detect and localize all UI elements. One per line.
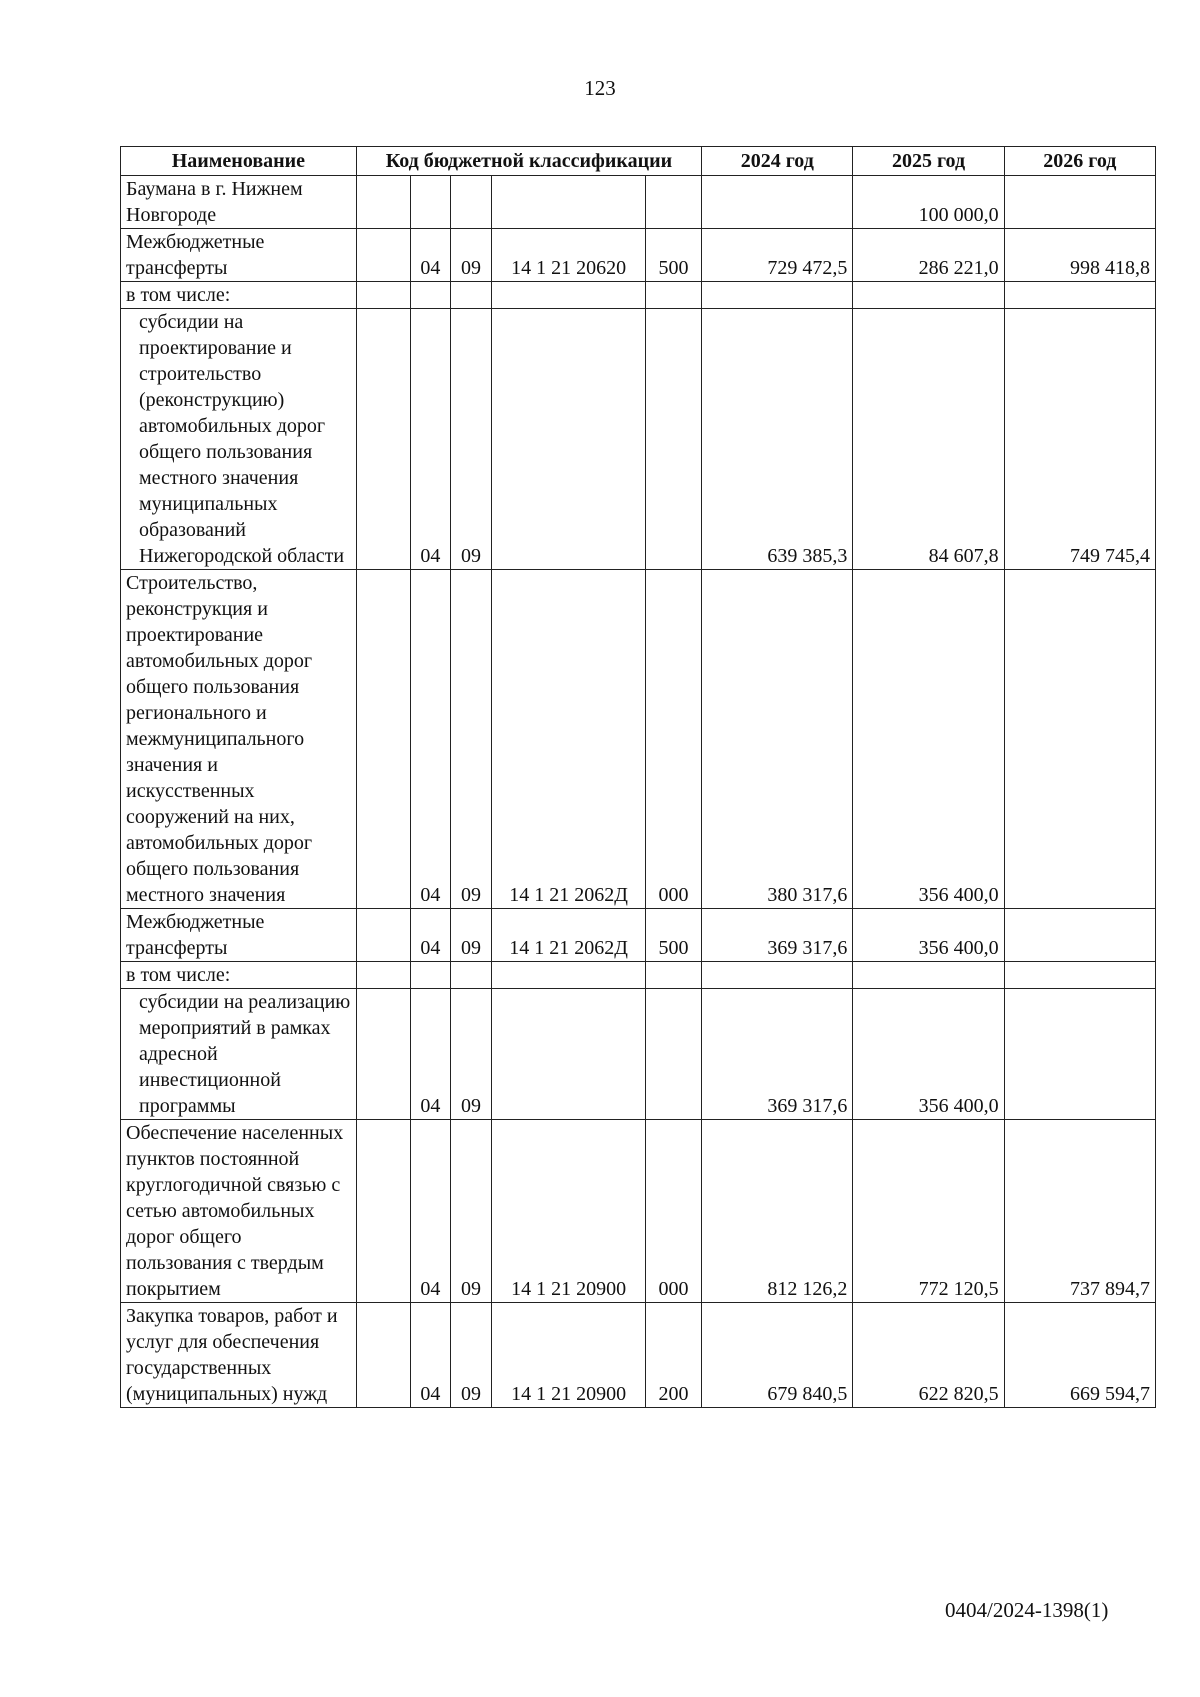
value-2025: 84 607,8 xyxy=(853,309,1004,570)
code-article: 14 1 21 2062Д xyxy=(492,909,645,962)
code-part xyxy=(411,176,451,229)
code-type xyxy=(645,309,701,570)
value-2025: 356 400,0 xyxy=(853,989,1004,1120)
header-2025: 2025 год xyxy=(853,147,1004,176)
code-part: 04 xyxy=(411,229,451,282)
value-2024: 729 472,5 xyxy=(702,229,853,282)
code-subpart: 09 xyxy=(450,570,492,909)
row-name: Обеспечение населенных пунктов постоянной круглогодичной связью с сетью автомобильных дорог общего пользования с твердым покрытием xyxy=(121,1120,357,1303)
code-part: 04 xyxy=(411,1303,451,1408)
code-article: 14 1 21 20620 xyxy=(492,229,645,282)
row-name: в том числе: xyxy=(121,962,357,989)
code-section xyxy=(356,909,410,962)
code-section xyxy=(356,962,410,989)
table-row xyxy=(121,229,1156,282)
value-2025: 286 221,0 xyxy=(853,229,1004,282)
code-section xyxy=(356,1120,410,1303)
value-2026: 998 418,8 xyxy=(1004,229,1155,282)
code-subpart: 09 xyxy=(450,229,492,282)
code-article xyxy=(492,176,645,229)
code-part: 04 xyxy=(411,909,451,962)
value-2026 xyxy=(1004,282,1155,309)
value-2024: 679 840,5 xyxy=(702,1303,853,1408)
code-part: 04 xyxy=(411,570,451,909)
value-2025: 356 400,0 xyxy=(853,909,1004,962)
header-2024: 2024 год xyxy=(702,147,853,176)
code-section xyxy=(356,176,410,229)
row-name: Закупка товаров, работ и услуг для обеспечения государственных (муниципальных) нужд xyxy=(121,1303,357,1408)
code-section xyxy=(356,229,410,282)
header-row xyxy=(121,147,1156,176)
code-subpart: 09 xyxy=(450,309,492,570)
table-row xyxy=(121,962,1156,989)
code-subpart xyxy=(450,176,492,229)
value-2026 xyxy=(1004,962,1155,989)
code-type: 500 xyxy=(645,229,701,282)
code-section xyxy=(356,282,410,309)
code-subpart: 09 xyxy=(450,909,492,962)
code-type: 000 xyxy=(645,1120,701,1303)
table-row xyxy=(121,1120,1156,1303)
code-type: 500 xyxy=(645,909,701,962)
code-section xyxy=(356,570,410,909)
code-subpart: 09 xyxy=(450,1120,492,1303)
table-row xyxy=(121,1303,1156,1408)
value-2026 xyxy=(1004,909,1155,962)
value-2026: 737 894,7 xyxy=(1004,1120,1155,1303)
value-2025 xyxy=(853,282,1004,309)
value-2024: 369 317,6 xyxy=(702,989,853,1120)
value-2024 xyxy=(702,282,853,309)
value-2026 xyxy=(1004,176,1155,229)
code-section xyxy=(356,309,410,570)
header-2026: 2026 год xyxy=(1004,147,1155,176)
header-code: Код бюджетной классификации xyxy=(356,147,701,176)
table-row xyxy=(121,309,1156,570)
code-article: 14 1 21 2062Д xyxy=(492,570,645,909)
value-2024: 639 385,3 xyxy=(702,309,853,570)
code-section xyxy=(356,989,410,1120)
value-2025: 772 120,5 xyxy=(853,1120,1004,1303)
value-2025: 356 400,0 xyxy=(853,570,1004,909)
code-type xyxy=(645,176,701,229)
code-article xyxy=(492,282,645,309)
row-name: субсидии на проектирование и строительство (реконструкцию) автомобильных дорог общего пользования местного значения муниципальных образований Нижегородской области xyxy=(121,309,357,570)
page-number: 123 xyxy=(584,76,616,100)
code-article: 14 1 21 20900 xyxy=(492,1303,645,1408)
code-part: 04 xyxy=(411,1120,451,1303)
row-name: в том числе: xyxy=(121,282,357,309)
value-2024: 812 126,2 xyxy=(702,1120,853,1303)
value-2024: 380 317,6 xyxy=(702,570,853,909)
table-row xyxy=(121,282,1156,309)
code-type: 000 xyxy=(645,570,701,909)
table-row xyxy=(121,570,1156,909)
code-type xyxy=(645,962,701,989)
row-name: Строительство, реконструкция и проектирование автомобильных дорог общего пользования регионального и межмуниципального значения и искусственных сооружений на них, автомобильных дорог общего пользования местного значения xyxy=(121,570,357,909)
code-part xyxy=(411,962,451,989)
value-2026 xyxy=(1004,989,1155,1120)
row-name: Межбюджетные трансферты xyxy=(121,229,357,282)
table-row xyxy=(121,176,1156,229)
code-section xyxy=(356,1303,410,1408)
value-2026 xyxy=(1004,570,1155,909)
code-type: 200 xyxy=(645,1303,701,1408)
table-row xyxy=(121,909,1156,962)
code-subpart: 09 xyxy=(450,1303,492,1408)
code-type xyxy=(645,282,701,309)
code-subpart xyxy=(450,282,492,309)
value-2025 xyxy=(853,962,1004,989)
value-2024: 369 317,6 xyxy=(702,909,853,962)
budget-table xyxy=(120,146,1156,1408)
row-name: Баумана в г. Нижнем Новгороде xyxy=(121,176,357,229)
value-2024 xyxy=(702,176,853,229)
code-part: 04 xyxy=(411,309,451,570)
header-name: Наименование xyxy=(121,147,357,176)
code-article: 14 1 21 20900 xyxy=(492,1120,645,1303)
table-row xyxy=(121,989,1156,1120)
value-2025: 100 000,0 xyxy=(853,176,1004,229)
row-name: Межбюджетные трансферты xyxy=(121,909,357,962)
code-subpart: 09 xyxy=(450,989,492,1120)
code-article xyxy=(492,989,645,1120)
code-part: 04 xyxy=(411,989,451,1120)
document-code: 0404/2024-1398(1) xyxy=(945,1598,1109,1622)
code-article xyxy=(492,309,645,570)
value-2025: 622 820,5 xyxy=(853,1303,1004,1408)
code-part xyxy=(411,282,451,309)
code-article xyxy=(492,962,645,989)
value-2026: 669 594,7 xyxy=(1004,1303,1155,1408)
value-2024 xyxy=(702,962,853,989)
value-2026: 749 745,4 xyxy=(1004,309,1155,570)
code-type xyxy=(645,989,701,1120)
code-subpart xyxy=(450,962,492,989)
row-name: субсидии на реализацию мероприятий в рамках адресной инвестиционной программы xyxy=(121,989,357,1120)
